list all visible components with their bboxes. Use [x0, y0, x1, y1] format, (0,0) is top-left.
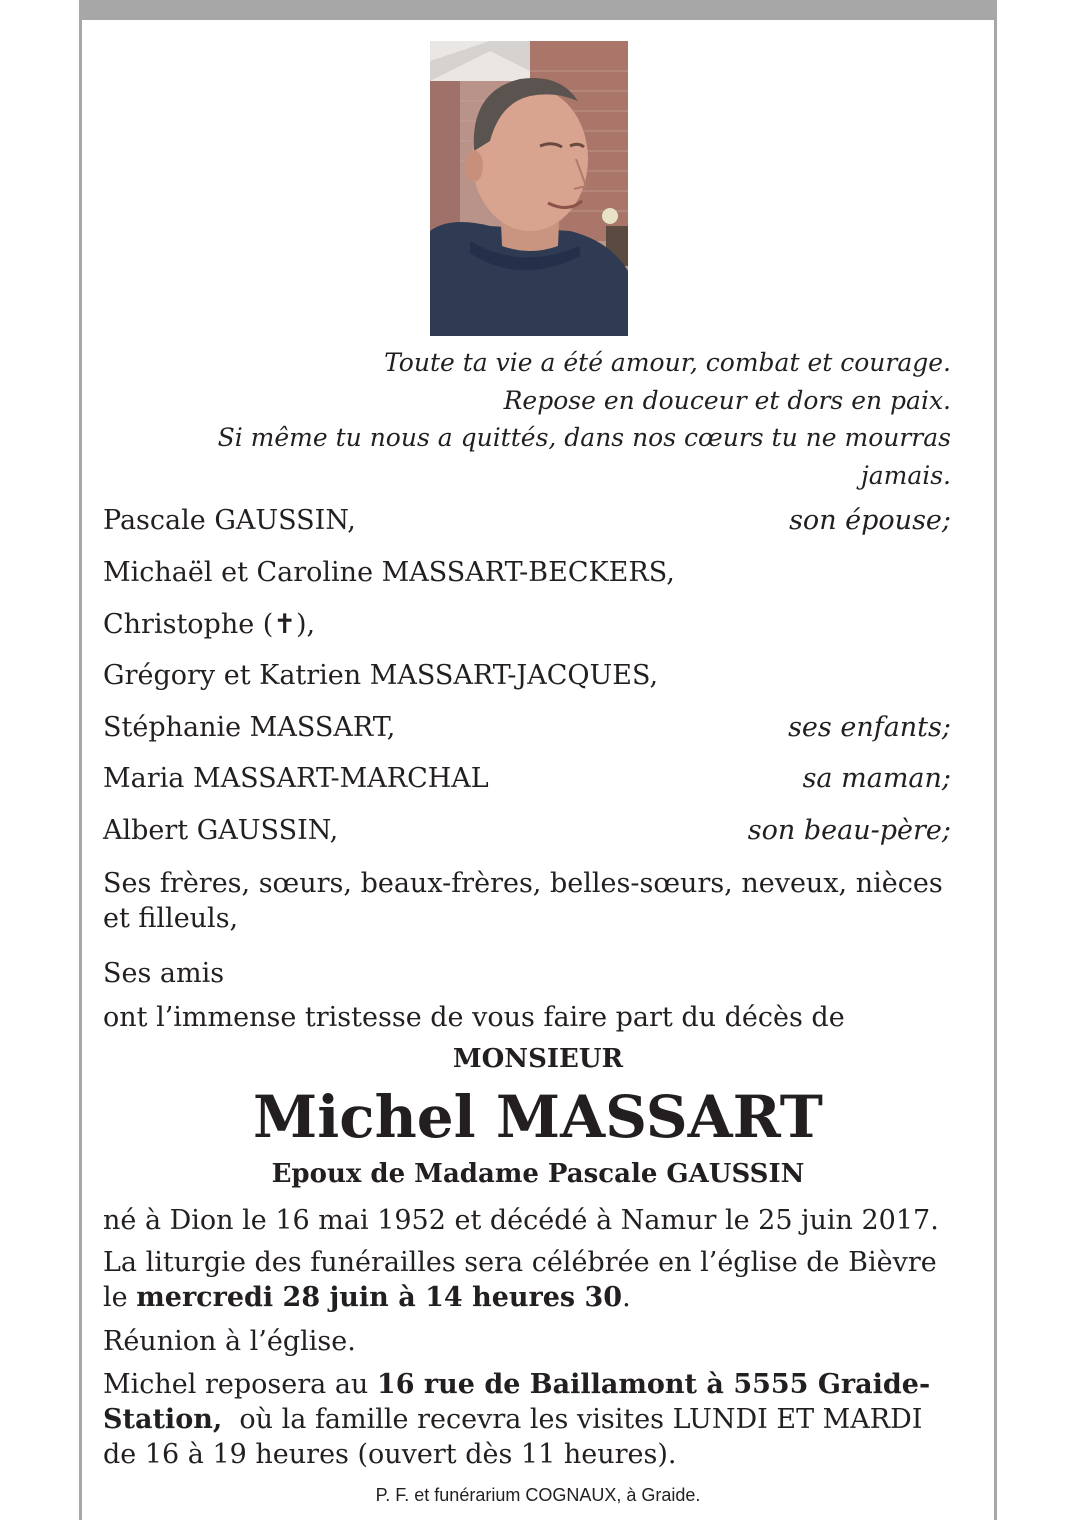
liturgy-when-line — [103, 1280, 953, 1315]
family-name: Christophe (✝), — [103, 609, 316, 640]
deceased-spouse: Epoux de Madame Pascale GAUSSIN — [271, 1159, 805, 1189]
relatives-line: Ses frères, sœurs, beaux-frères, belles-sœurs, neveux, nièces — [103, 868, 943, 899]
visit-hours: de 16 à 19 heures (ouvert dès 11 heures). — [103, 1439, 677, 1470]
left-border — [79, 0, 82, 1520]
family-row — [103, 660, 951, 694]
visit-prefix: Michel reposera au — [103, 1369, 377, 1400]
liturgy-suffix: . — [622, 1282, 631, 1313]
friends-line: Ses amis — [103, 958, 225, 989]
visit-paragraph — [103, 1367, 953, 1472]
birth-death-dates: né à Dion le 16 mai 1952 et décédé à Namur le 25 juin 2017. — [103, 1205, 939, 1236]
friends-paragraph — [103, 952, 953, 1040]
family-name: Albert GAUSSIN, — [103, 815, 339, 846]
family-role: son beau-père; — [747, 815, 951, 846]
funeral-home-credit: P. F. et funérarium COGNAUX, à Graide. — [375, 1485, 701, 1505]
family-name: Grégory et Katrien MASSART-JACQUES, — [103, 660, 659, 691]
visit-days: où la famille recevra les visites LUNDI ET MARDI — [222, 1404, 923, 1435]
relatives-line: et filleuls, — [103, 903, 239, 934]
right-border — [994, 0, 997, 1520]
family-row — [103, 712, 951, 746]
memorial-quote — [180, 344, 951, 494]
liturgy-datetime: mercredi 28 juin à 14 heures 30 — [136, 1282, 623, 1313]
meeting-line — [103, 1324, 953, 1359]
family-role: ses enfants; — [788, 712, 951, 743]
family-row — [103, 505, 951, 539]
quote-line: Toute ta vie a été amour, combat et courage. — [384, 348, 951, 377]
family-row — [103, 815, 951, 849]
liturgy-paragraph — [103, 1245, 953, 1315]
visit-address-cont: Station, — [103, 1404, 223, 1435]
portrait-photo — [430, 41, 628, 336]
quote-line: Repose en douceur et dors en paix. — [503, 385, 951, 415]
family-role: son épouse; — [789, 505, 951, 536]
announcement-line: ont l’immense tristesse de vous faire part du décès de — [103, 1002, 845, 1033]
liturgy-line: La liturgie des funérailles sera célébrée en l’église de Bièvre — [103, 1247, 937, 1278]
deceased-title: MONSIEUR — [452, 1044, 624, 1074]
family-role: sa maman; — [802, 763, 951, 794]
quote-line: Si même tu nous a quittés, dans nos cœurs tu ne mourras — [217, 423, 951, 452]
family-name: Michaël et Caroline MASSART-BECKERS, — [103, 557, 675, 588]
dates-line — [103, 1203, 953, 1238]
quote-line: jamais. — [860, 460, 951, 490]
family-name: Maria MASSART-MARCHAL — [103, 763, 489, 794]
visit-line — [103, 1367, 953, 1402]
family-name: Pascale GAUSSIN, — [103, 505, 356, 536]
family-row — [103, 557, 951, 591]
visit-line — [103, 1402, 953, 1437]
meeting-text: Réunion à l’église. — [103, 1326, 356, 1357]
liturgy-prefix: le — [103, 1282, 137, 1313]
family-row — [103, 763, 951, 797]
top-border — [79, 0, 997, 20]
relatives-paragraph — [103, 866, 953, 936]
visit-address: 16 rue de Baillamont à 5555 Graide- — [376, 1369, 931, 1400]
family-name: Stéphanie MASSART, — [103, 712, 396, 743]
deceased-name: Michel MASSART — [253, 1083, 823, 1151]
family-row — [103, 609, 951, 643]
